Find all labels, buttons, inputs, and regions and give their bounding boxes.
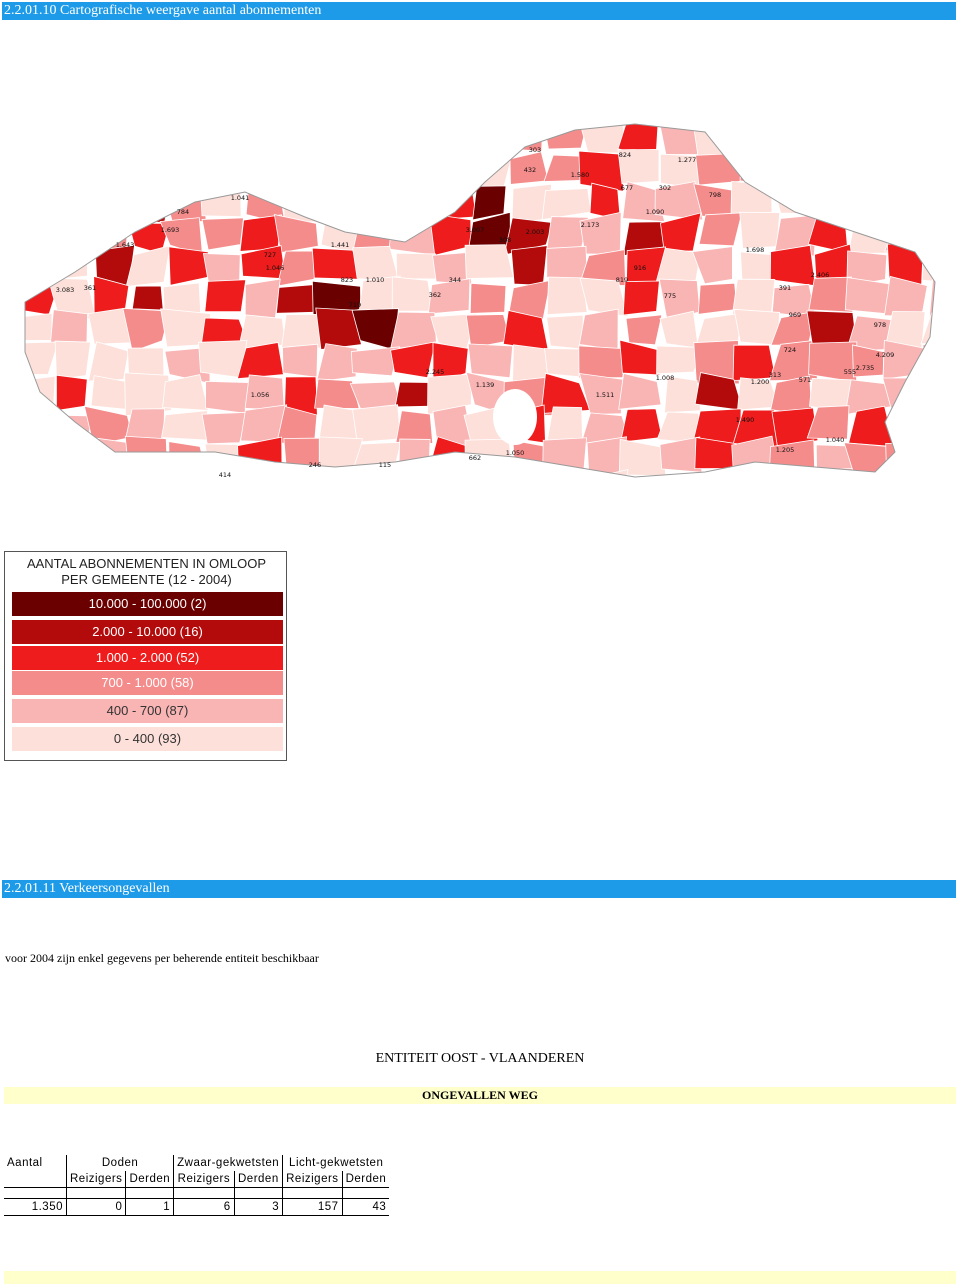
- municipality-region: [241, 149, 282, 189]
- municipality-region: [169, 247, 208, 285]
- municipality-region: [15, 152, 53, 186]
- municipality-region: [922, 122, 950, 155]
- municipality-region: [883, 378, 933, 414]
- legend-class-6: 0 - 400 (93): [12, 727, 283, 751]
- municipality-region: [505, 472, 551, 487]
- municipality-region: [773, 185, 815, 214]
- municipality-region: [388, 122, 434, 160]
- section-heading-verkeersongevallen: 2.2.01.11 Verkeersongevallen: [2, 880, 956, 898]
- municipality-region: [465, 245, 514, 279]
- municipality-region: [924, 474, 950, 487]
- municipality-count-label: 3.007: [465, 226, 485, 234]
- municipality-count-label: 677: [620, 184, 634, 192]
- municipality-count-label: 313: [768, 371, 782, 379]
- municipality-count-label: 1.008: [655, 374, 675, 382]
- municipality-region: [200, 188, 241, 217]
- municipality-region: [812, 122, 853, 156]
- municipality-region: [396, 253, 438, 279]
- municipality-region: [125, 436, 168, 479]
- municipality-region: [202, 412, 247, 443]
- municipality-region: [511, 246, 547, 286]
- municipality-count-label: 1.041: [230, 194, 250, 202]
- sub-derden: Derden: [234, 1171, 283, 1188]
- municipality-region: [49, 248, 87, 280]
- municipality-region: [162, 411, 208, 440]
- municipality-region: [466, 126, 506, 148]
- municipality-count-label: 724: [783, 346, 797, 354]
- col-zwaar: Zwaar-gekwetsten: [174, 1155, 283, 1171]
- municipality-region: [543, 122, 588, 149]
- municipality-region: [58, 180, 87, 215]
- municipality-region: [49, 476, 94, 487]
- municipality-region: [811, 469, 852, 487]
- municipality-count-label: 391: [778, 284, 792, 292]
- val-licht-derden: 43: [342, 1199, 389, 1216]
- municipality-region: [278, 122, 323, 157]
- municipality-region: [847, 152, 891, 191]
- municipality-region: [15, 250, 49, 284]
- municipality-region: [85, 470, 129, 487]
- municipality-count-label: 361: [83, 284, 97, 292]
- municipality-count-label: 2.735: [855, 364, 875, 372]
- municipality-count-label: 2.406: [810, 271, 830, 279]
- municipality-region: [245, 279, 280, 318]
- municipality-region: [921, 313, 950, 344]
- municipality-count-label: 1.040: [825, 436, 845, 444]
- municipality-region: [806, 156, 854, 189]
- municipality-region: [922, 249, 950, 284]
- municipality-region: [131, 468, 164, 487]
- municipality-region: [316, 153, 355, 183]
- municipality-count-label: 1.693: [160, 226, 180, 234]
- municipality-region: [925, 376, 950, 409]
- municipality-map: [15, 122, 950, 487]
- val-licht-reizigers: 157: [283, 1199, 342, 1216]
- municipality-region: [545, 476, 586, 487]
- municipality-region: [736, 122, 780, 156]
- municipality-region: [165, 473, 204, 487]
- municipality-region: [547, 315, 584, 349]
- municipality-region: [731, 474, 778, 487]
- table-subheader-row: [4, 1171, 389, 1188]
- municipality-region: [56, 375, 87, 410]
- table-row: [4, 1199, 389, 1216]
- sub-derden: Derden: [126, 1171, 174, 1188]
- municipality-region: [542, 188, 591, 219]
- municipality-region: [352, 183, 392, 215]
- legend-class-1: 10.000 - 100.000 (2): [12, 592, 283, 616]
- excluded-area: [493, 389, 537, 445]
- municipality-region: [47, 415, 93, 443]
- municipality-region: [283, 344, 318, 377]
- municipality-count-label: 798: [708, 191, 722, 199]
- municipality-count-label: 555: [843, 368, 857, 376]
- municipality-region: [433, 181, 476, 220]
- municipality-region: [891, 412, 926, 441]
- municipality-region: [163, 151, 211, 191]
- sub-derden: Derden: [342, 1171, 389, 1188]
- municipality-region: [921, 148, 950, 187]
- municipality-count-label: 1.200: [750, 378, 770, 386]
- municipality-count-label: 1.643: [115, 241, 135, 249]
- municipality-count-label: 1.205: [775, 446, 795, 454]
- val-doden-reizigers: 0: [67, 1199, 126, 1216]
- municipality-region: [623, 281, 659, 315]
- accidents-band-title: ONGEVALLEN WEG: [4, 1087, 956, 1104]
- municipality-count-label: 1.511: [595, 391, 615, 399]
- legend-class-5: 400 - 700 (87): [12, 699, 283, 723]
- municipality-count-label: 1.056: [250, 391, 270, 399]
- val-aantal: 1.350: [4, 1199, 67, 1216]
- municipality-region: [125, 122, 168, 153]
- legend-class-3: 1.000 - 2.000 (52): [12, 646, 283, 670]
- accidents-table: [4, 1155, 389, 1216]
- municipality-region: [693, 247, 733, 284]
- col-licht: Licht-gekwetsten: [283, 1155, 390, 1171]
- municipality-count-label: 1.698: [745, 246, 765, 254]
- municipality-region: [283, 150, 318, 191]
- val-zwaar-derden: 3: [234, 1199, 283, 1216]
- municipality-count-label: 819: [615, 276, 629, 284]
- municipality-region: [50, 122, 95, 156]
- municipality-region: [207, 122, 242, 157]
- municipality-region: [660, 213, 700, 252]
- municipality-region: [392, 151, 433, 187]
- municipality-region: [658, 122, 700, 154]
- municipality-region: [772, 148, 812, 185]
- municipality-region: [84, 152, 126, 189]
- municipality-region: [350, 122, 393, 156]
- municipality-region: [926, 410, 950, 440]
- legend-title-line2: PER GEMEENTE (12 - 2004): [61, 572, 232, 587]
- municipality-count-label: 1.046: [265, 264, 285, 272]
- municipality-region: [579, 346, 627, 378]
- municipality-count-label: 916: [633, 264, 647, 272]
- municipality-region: [660, 311, 698, 348]
- municipality-region: [923, 184, 950, 215]
- municipality-count-label: 662: [468, 454, 482, 462]
- municipality-region: [319, 437, 362, 478]
- municipality-region: [774, 122, 819, 157]
- municipality-region: [205, 381, 248, 413]
- municipality-region: [657, 477, 704, 487]
- municipality-count-label: 719: [348, 301, 362, 309]
- municipality-count-label: 308: [498, 236, 512, 244]
- col-doden: Doden: [67, 1155, 174, 1171]
- municipality-count-label: 1.277: [677, 156, 697, 164]
- municipality-region: [427, 473, 473, 487]
- municipality-count-label: 784: [176, 208, 190, 216]
- municipality-count-label: 3.083: [55, 286, 75, 294]
- municipality-region: [807, 185, 853, 217]
- section-heading-abonnementen: 2.2.01.10 Cartografische weergave aantal abonnementen: [2, 2, 956, 20]
- municipality-region: [694, 122, 742, 160]
- municipality-region: [883, 474, 927, 487]
- municipality-region: [886, 443, 932, 478]
- municipality-region: [238, 437, 282, 479]
- municipality-region: [15, 122, 52, 159]
- municipality-count-label: 1.490: [735, 416, 755, 424]
- municipality-count-label: 571: [798, 376, 812, 384]
- municipality-region: [50, 440, 95, 476]
- municipality-region: [202, 218, 243, 250]
- municipality-region: [353, 405, 401, 443]
- sub-reizigers: Reizigers: [283, 1171, 342, 1188]
- sub-reizigers: Reizigers: [174, 1171, 234, 1188]
- municipality-region: [320, 470, 360, 487]
- municipality-region: [923, 345, 950, 382]
- municipality-region: [927, 438, 950, 480]
- municipality-region: [426, 148, 472, 184]
- municipality-region: [319, 187, 363, 217]
- municipality-region: [921, 216, 950, 251]
- municipality-region: [471, 474, 511, 487]
- municipality-region: [773, 474, 817, 487]
- municipality-region: [618, 477, 664, 487]
- municipality-region: [845, 472, 892, 487]
- municipality-region: [19, 376, 56, 415]
- municipality-count-label: 115: [378, 461, 392, 469]
- municipality-region: [48, 214, 95, 253]
- municipality-region: [770, 245, 815, 285]
- municipality-count-label: 2.245: [425, 368, 445, 376]
- legend-class-4: 700 - 1.000 (58): [12, 671, 283, 695]
- municipality-region: [162, 184, 206, 223]
- municipality-count-label: 969: [788, 311, 802, 319]
- municipality-region: [698, 283, 737, 314]
- municipality-region: [132, 286, 163, 310]
- municipality-region: [169, 442, 207, 479]
- municipality-region: [209, 155, 240, 188]
- legend-title-line1: AANTAL ABONNEMENTEN IN OMLOOP: [26, 556, 267, 571]
- municipality-region: [15, 407, 58, 445]
- table-header-row: [4, 1155, 389, 1171]
- municipality-region: [316, 125, 362, 158]
- val-doden-derden: 1: [126, 1199, 174, 1216]
- municipality-region: [468, 344, 513, 378]
- municipality-region: [392, 277, 433, 311]
- municipality-region: [276, 284, 318, 313]
- availability-note: voor 2004 zijn enkel gegevens per beherende entiteit beschikbaar: [5, 951, 319, 965]
- municipality-region: [887, 122, 929, 155]
- map-regions: [15, 122, 950, 487]
- municipality-region: [389, 214, 438, 255]
- municipality-region: [699, 213, 742, 246]
- municipality-count-label: 1.010: [365, 276, 385, 284]
- municipality-count-label: 303: [528, 146, 542, 154]
- col-aantal: Aantal: [7, 1157, 43, 1169]
- municipality-count-label: 823: [340, 276, 354, 284]
- municipality-region: [243, 472, 285, 487]
- municipality-region: [15, 220, 56, 254]
- municipality-region: [892, 188, 933, 215]
- municipality-count-label: 246: [308, 461, 322, 469]
- municipality-region: [884, 155, 928, 187]
- municipality-region: [579, 309, 618, 350]
- municipality-count-label: 1.441: [330, 241, 350, 249]
- municipality-count-label: 1.090: [645, 208, 665, 216]
- municipality-region: [390, 181, 435, 219]
- municipality-count-label: 4.209: [875, 351, 895, 359]
- municipality-count-label: 775: [663, 292, 677, 300]
- municipality-region: [55, 341, 90, 379]
- municipality-region: [86, 181, 130, 218]
- municipality-count-label: 1.580: [570, 171, 590, 179]
- municipality-region: [242, 122, 283, 156]
- municipality-count-label: 824: [618, 151, 632, 159]
- municipality-region: [702, 476, 743, 487]
- municipality-count-label: 432: [523, 166, 537, 174]
- val-zwaar-reizigers: 6: [174, 1199, 234, 1216]
- bottom-band: [4, 1271, 956, 1284]
- municipality-region: [355, 155, 399, 182]
- municipality-region: [15, 185, 57, 213]
- municipality-count-label: 414: [218, 471, 232, 479]
- municipality-region: [619, 373, 661, 409]
- municipality-count-label: 2.173: [580, 221, 600, 229]
- municipality-count-label: 2.003: [525, 228, 545, 236]
- municipality-region: [15, 438, 57, 477]
- municipality-region: [352, 474, 396, 487]
- municipality-region: [124, 159, 171, 185]
- municipality-count-label: 1.139: [475, 381, 495, 389]
- municipality-region: [162, 122, 203, 159]
- municipality-region: [85, 437, 131, 479]
- map-legend: [4, 551, 287, 761]
- municipality-region: [429, 122, 475, 156]
- municipality-region: [396, 470, 437, 487]
- municipality-region: [281, 473, 323, 487]
- municipality-count-label: 362: [428, 291, 442, 299]
- municipality-region: [205, 280, 246, 312]
- legend-title: [5, 556, 288, 588]
- entity-title: ENTITEIT OOST - VLAANDEREN: [375, 1051, 585, 1066]
- municipality-region: [473, 150, 513, 190]
- municipality-region: [88, 342, 128, 381]
- municipality-region: [626, 315, 662, 345]
- legend-class-2: 2.000 - 10.000 (16): [12, 620, 283, 644]
- municipality-region: [846, 185, 892, 221]
- municipality-count-label: 727: [263, 251, 277, 259]
- municipality-region: [740, 212, 780, 248]
- municipality-region: [49, 149, 90, 188]
- municipality-region: [86, 122, 134, 160]
- municipality-count-label: 1.050: [505, 449, 525, 457]
- municipality-count-label: 344: [448, 276, 462, 284]
- municipality-region: [853, 122, 886, 154]
- municipality-region: [470, 283, 506, 313]
- municipality-count-label: 978: [873, 321, 887, 329]
- municipality-region: [18, 472, 57, 487]
- municipality-count-label: 302: [658, 184, 672, 192]
- sub-reizigers: Reizigers: [67, 1171, 126, 1188]
- municipality-region: [15, 342, 58, 375]
- municipality-region: [15, 313, 52, 340]
